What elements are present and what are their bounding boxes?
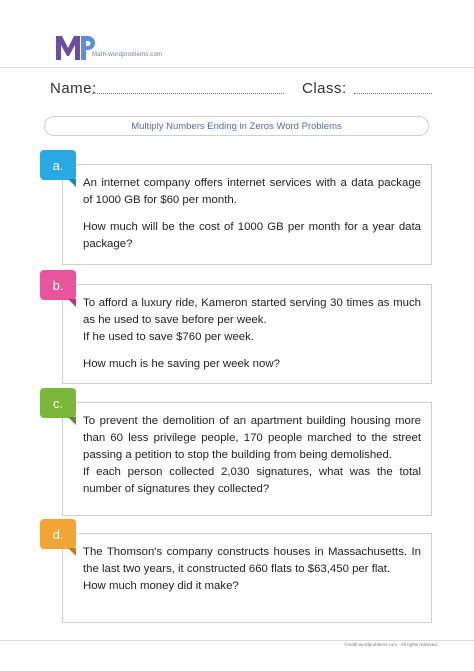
header-divider xyxy=(0,67,474,68)
footer-copyright: ©math-wordproblems.com · All rights reserved. xyxy=(344,642,438,647)
question-letter: b. xyxy=(52,277,64,293)
name-label: Name: xyxy=(50,80,97,97)
brand-logo xyxy=(56,34,96,60)
question-tag-c xyxy=(40,388,76,418)
class-label: Class: xyxy=(302,80,347,97)
question-letter: c. xyxy=(52,395,64,411)
question-letter: a. xyxy=(52,157,64,173)
question-text: How much is he saving per week now? xyxy=(83,358,280,370)
tag-fold xyxy=(68,548,76,556)
question-box-a xyxy=(62,164,432,265)
class-field[interactable] xyxy=(354,93,432,94)
question-tag-a xyxy=(40,150,76,180)
question-text: How much will be the cost of 1000 GB per month for a year data package? xyxy=(83,221,421,250)
site-name: Math-wordproblems.com xyxy=(92,52,163,58)
question-text: If each person collected 2,030 signatures, what was the total number of signatures they collected? xyxy=(83,466,421,495)
question-text: To prevent the demolition of an apartment building housing more than 60 less privilege people, 170 people marched to the street passing a petition to stop the building from being demolished. xyxy=(83,415,421,461)
question-box-d xyxy=(62,533,432,623)
name-field[interactable] xyxy=(92,93,284,94)
question-text: If he used to save $760 per week. xyxy=(83,331,254,343)
question-box-b xyxy=(62,284,432,384)
tag-fold xyxy=(68,299,76,307)
tag-fold xyxy=(68,179,76,187)
footer-divider xyxy=(0,640,474,641)
question-text: How much money did it make? xyxy=(83,580,239,592)
question-text: An internet company offers internet services with a data package of 1000 GB for $60 per month. xyxy=(83,177,421,206)
question-letter: d. xyxy=(52,526,64,542)
mp-logo-icon xyxy=(56,34,96,60)
question-tag-b xyxy=(40,270,76,300)
question-text: To afford a luxury ride, Kameron started serving 30 times as much as he used to save before per week. xyxy=(83,297,421,326)
question-text: The Thomson's company constructs houses in Massachusetts. In the last two years, it constructed 660 flats to $63,450 per flat. xyxy=(83,546,421,575)
tag-fold xyxy=(68,417,76,425)
question-tag-d xyxy=(40,519,76,549)
question-box-c xyxy=(62,402,432,516)
worksheet-title: Multiply Numbers Ending in Zeros Word Problems xyxy=(44,116,429,136)
